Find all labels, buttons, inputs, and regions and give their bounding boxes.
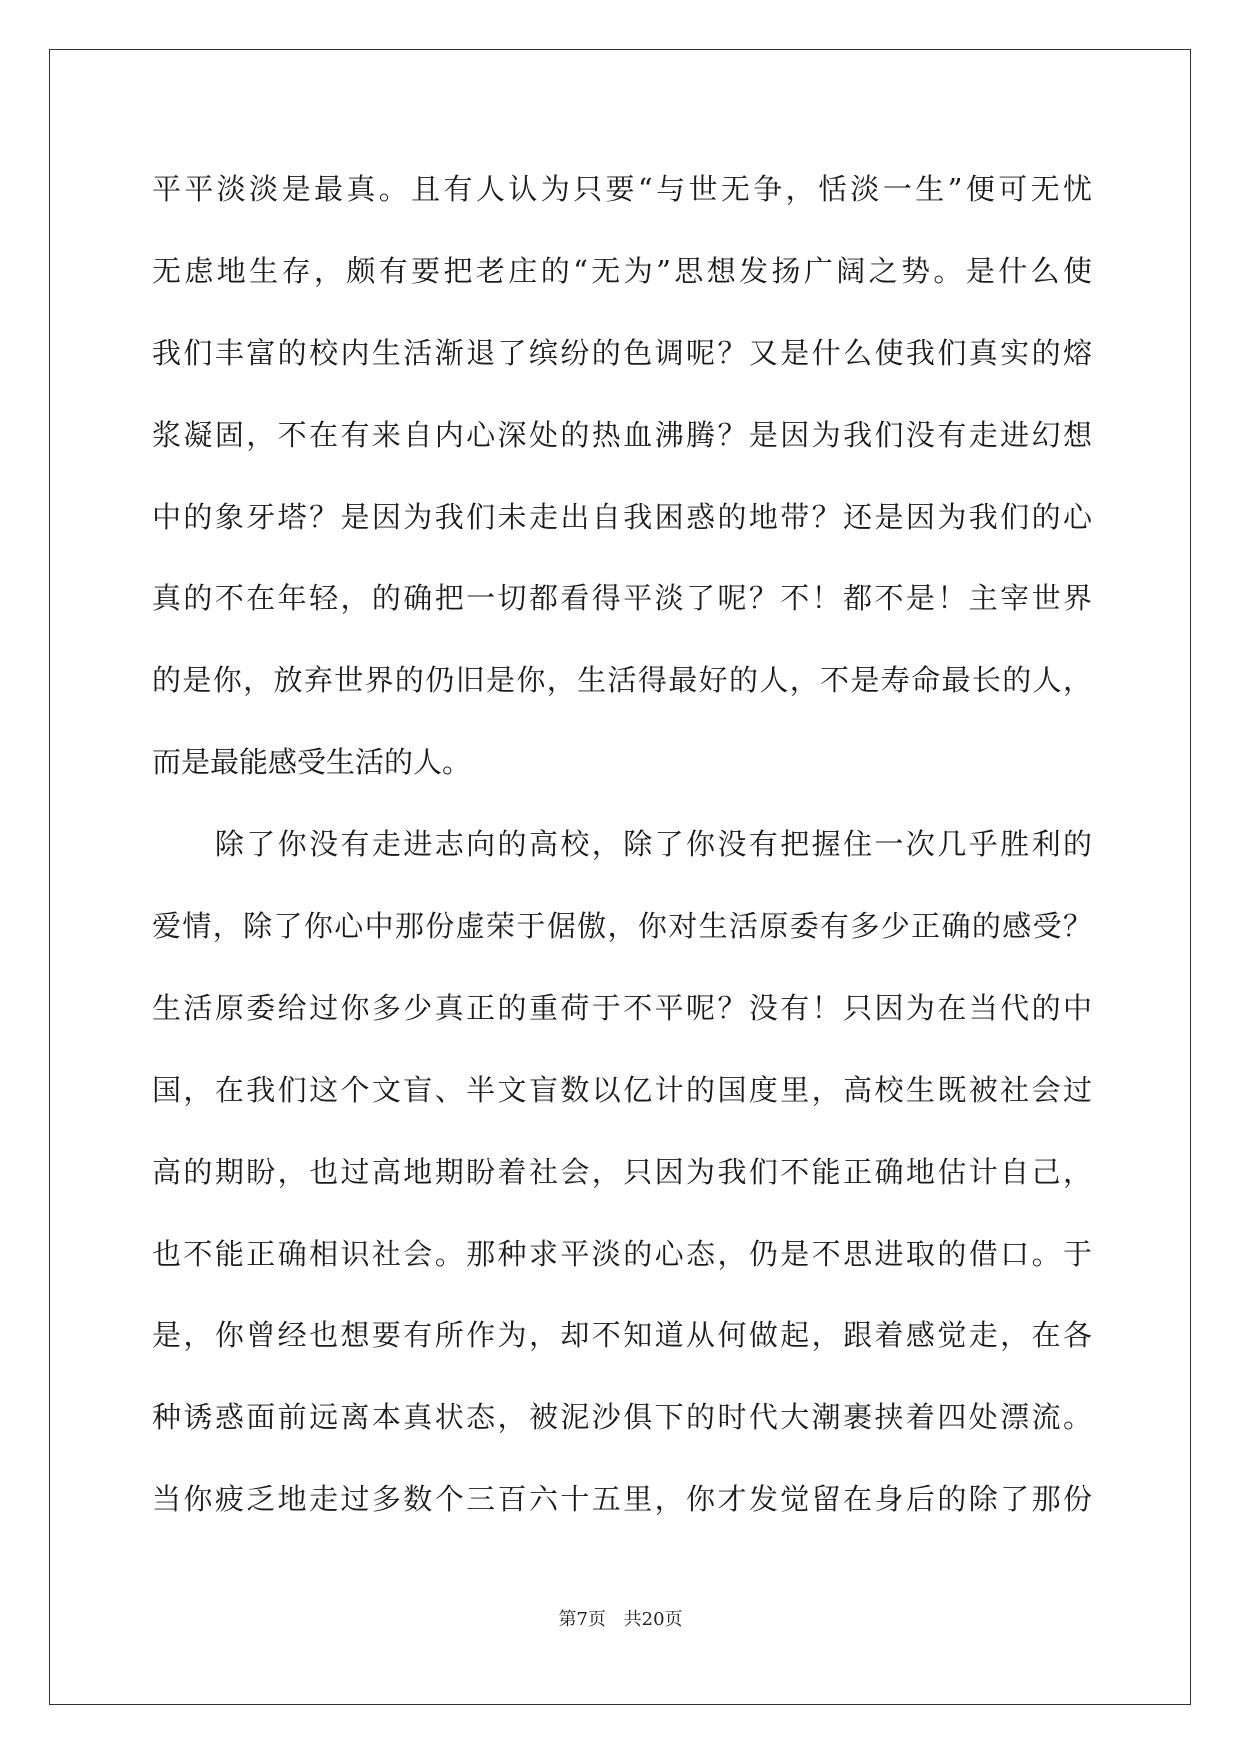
text-line: 的是你，放弃世界的仍旧是你，生活得最好的人，不是寿命最长的人，	[152, 663, 1092, 698]
text-line-paragraph-start: 除了你没有走进志向的高校，除了你没有把握住一次几乎胜利的	[152, 827, 1092, 862]
text-line: 生活原委给过你多少真正的重荷于不平呢？没有！只因为在当代的中	[152, 990, 1092, 1025]
text-line: 爱情，除了你心中那份虚荣于倨傲，你对生活原委有多少正确的感受？	[152, 909, 1092, 944]
page-footer	[0, 1605, 1241, 1631]
text-line: 也不能正确相识社会。那种求平淡的心态，仍是不思进取的借口。于	[152, 1236, 1092, 1271]
text-line: 高的期盼，也过高地期盼着社会，只因为我们不能正确地估计自己，	[152, 1154, 1092, 1189]
page-number: 第7页	[558, 1609, 606, 1630]
text-line: 真的不在年轻，的确把一切都看得平淡了呢？不！都不是！主宰世界	[152, 581, 1092, 616]
text-line: 平平淡淡是最真。且有人认为只要“与世无争，恬淡一生”便可无忧	[152, 172, 1092, 206]
text-line: 浆凝固，不在有来自内心深处的热血沸腾？是因为我们没有走进幻想	[152, 417, 1092, 452]
text-line-paragraph-end: 而是最能感受生活的人。	[152, 745, 472, 780]
text-line: 当你疲乏地走过多数个三百六十五里，你才发觉留在身后的除了那份	[152, 1482, 1092, 1517]
text-line: 是，你曾经也想要有所作为，却不知道从何做起，跟着感觉走，在各	[152, 1318, 1092, 1353]
text-line: 种诱惑面前远离本真状态，被泥沙俱下的时代大潮裹挟着四处漂流。	[152, 1400, 1092, 1435]
page-total: 共20页	[623, 1609, 683, 1630]
text-line: 我们丰富的校内生活渐退了缤纷的色调呢？又是什么使我们真实的熔	[152, 335, 1092, 370]
body-text	[152, 155, 1092, 1547]
text-line: 无虑地生存，颇有要把老庄的“无为”思想发扬广阔之势。是什么使	[152, 253, 1092, 288]
text-line: 中的象牙塔？是因为我们未走出自我困惑的地带？还是因为我们的心	[152, 499, 1092, 534]
text-line: 国，在我们这个文盲、半文盲数以亿计的国度里，高校生既被社会过	[152, 1072, 1092, 1107]
